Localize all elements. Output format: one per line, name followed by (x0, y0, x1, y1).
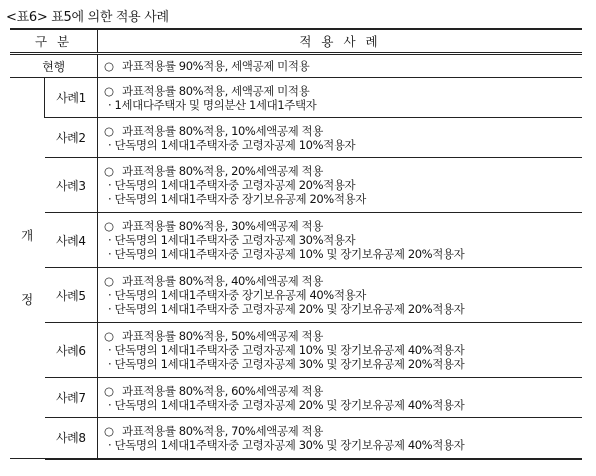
case-main-text: 과표적용률 80%적용, 세액공제 미적용 (122, 83, 310, 98)
case-row-4 (10, 213, 582, 268)
circle-bullet-icon: ○ (104, 83, 114, 98)
case-sub-text: · 단독명의 1세대1주택자중 장기보유공제 20%적용자 (108, 192, 366, 206)
current-label: 현행 (10, 54, 98, 78)
case-label: 사례3 (45, 158, 98, 213)
case-main-text: 과표적용률 80%적용, 50%세액공제 적용 (122, 329, 323, 343)
revised-label: 개 정 (10, 78, 45, 459)
circle-bullet-icon: ○ (104, 123, 114, 138)
case-row-3 (10, 158, 582, 213)
case-row-5 (10, 268, 582, 323)
case-label: 사례7 (45, 378, 98, 418)
case-row-8 (10, 418, 582, 459)
case-sub-text: · 단독명의 1세대1주택자중 고령자공제 10% 및 장기보유공제 20%적용자 (108, 247, 465, 261)
circle-bullet-icon: ○ (104, 383, 114, 398)
case-label: 사례2 (45, 118, 98, 158)
case-sub-text: · 단독명의 1세대1주택자중 고령자공제 20% 및 장기보유공제 20%적용자 (108, 302, 465, 316)
current-text: 과표적용률 90%적용, 세액공제 미적용 (122, 59, 310, 73)
case-main-text: 과표적용률 80%적용, 60%세액공제 적용 (122, 383, 323, 398)
application-cases-table (10, 28, 582, 460)
case-row-6 (10, 323, 582, 378)
case-main-text: 과표적용률 80%적용, 70%세액공제 적용 (122, 423, 323, 438)
case-label: 사례4 (45, 213, 98, 268)
case-row-7 (10, 378, 582, 418)
case-sub-text: · 단독명의 1세대1주택자중 고령자공제 20% 및 장기보유공제 40%적용자 (108, 397, 465, 412)
case-label: 사례1 (45, 78, 98, 118)
case-label: 사례8 (45, 418, 98, 459)
case-sub-text: · 단독명의 1세대1주택자중 고령자공제 10% 및 장기보유공제 40%적용자 (108, 343, 465, 357)
case-main-text: 과표적용률 80%적용, 40%세액공제 적용 (122, 274, 323, 288)
case-main-text: 과표적용률 80%적용, 20%세액공제 적용 (122, 164, 323, 178)
case-sub-text: · 단독명의 1세대1주택자중 고령자공제 30% 및 장기보유공제 20%적용자 (108, 357, 465, 371)
table-header-row (10, 29, 582, 54)
case-sub-text: · 1세대다주택자 및 명의분산 1세대1주택자 (108, 97, 317, 112)
case-row-1 (10, 78, 582, 118)
header-cases: 적 용 사 례 (98, 29, 583, 54)
circle-bullet-icon: ○ (104, 423, 114, 438)
circle-bullet-icon: ○ (104, 219, 114, 233)
case-sub-text: · 단독명의 1세대1주택자중 고령자공제 10%적용자 (108, 137, 356, 152)
case-label: 사례5 (45, 268, 98, 323)
case-label: 사례6 (45, 323, 98, 378)
circle-bullet-icon: ○ (104, 329, 114, 343)
case-main-text: 과표적용률 80%적용, 30%세액공제 적용 (122, 219, 323, 233)
circle-bullet-icon: ○ (104, 59, 114, 73)
case-sub-text: · 단독명의 1세대1주택자중 고령자공제 20%적용자 (108, 178, 356, 192)
current-row (10, 54, 582, 78)
circle-bullet-icon: ○ (104, 274, 114, 288)
header-category: 구 분 (10, 29, 98, 54)
case-sub-text: · 단독명의 1세대1주택자중 장기보유공제 40%적용자 (108, 288, 366, 302)
case-sub-text: · 단독명의 1세대1주택자중 고령자공제 30% 및 장기보유공제 40%적용자 (108, 437, 465, 452)
case-row-2 (10, 118, 582, 158)
table-caption: <표6> 표5에 의한 적용 사례 (6, 10, 169, 25)
case-main-text: 과표적용률 80%적용, 10%세액공제 적용 (122, 123, 323, 138)
circle-bullet-icon: ○ (104, 164, 114, 178)
case-sub-text: · 단독명의 1세대1주택자중 고령자공제 30%적용자 (108, 233, 356, 247)
